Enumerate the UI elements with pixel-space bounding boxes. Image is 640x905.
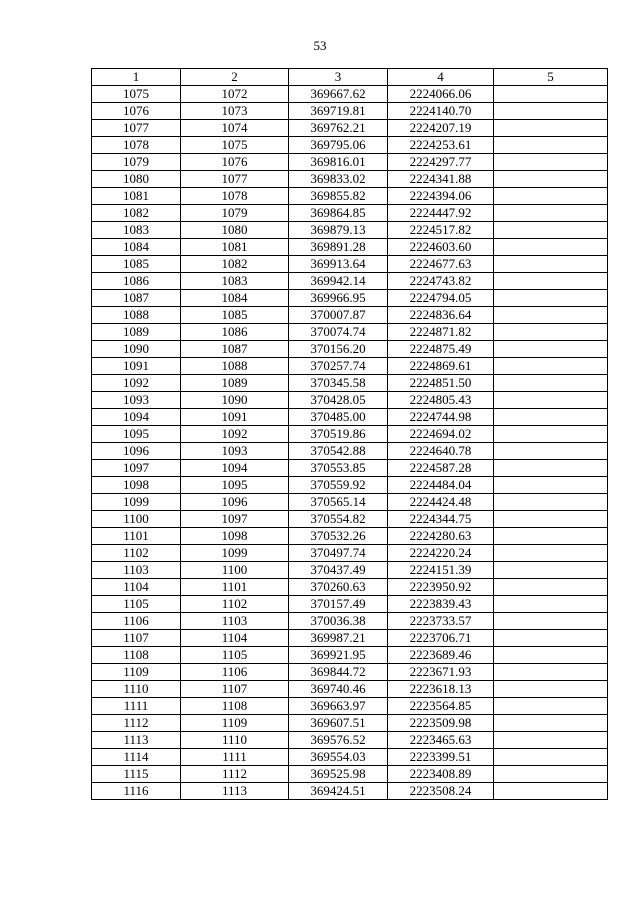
table-row: [92, 732, 608, 749]
table-row: [92, 545, 608, 562]
y-coordinate-cell: 2224603.60: [388, 239, 494, 256]
x-coordinate-cell: 369719.81: [289, 103, 388, 120]
x-coordinate-cell: 369966.95: [289, 290, 388, 307]
y-coordinate-cell: 2223508.24: [388, 783, 494, 800]
index-cell: 1098: [181, 528, 289, 545]
x-coordinate-cell: 369607.51: [289, 715, 388, 732]
x-coordinate-cell: 369424.51: [289, 783, 388, 800]
notes-cell: [494, 528, 608, 545]
table-row: [92, 664, 608, 681]
y-coordinate-cell: 2224253.61: [388, 137, 494, 154]
point-number-cell: 1116: [92, 783, 181, 800]
notes-cell: [494, 375, 608, 392]
index-cell: 1073: [181, 103, 289, 120]
table-row: [92, 596, 608, 613]
point-number-cell: 1102: [92, 545, 181, 562]
table-row: [92, 273, 608, 290]
column-header-4: 4: [388, 69, 494, 86]
index-cell: 1084: [181, 290, 289, 307]
notes-cell: [494, 460, 608, 477]
index-cell: 1103: [181, 613, 289, 630]
index-cell: 1076: [181, 154, 289, 171]
point-number-cell: 1105: [92, 596, 181, 613]
y-coordinate-cell: 2223564.85: [388, 698, 494, 715]
point-number-cell: 1076: [92, 103, 181, 120]
coordinates-table: [91, 68, 608, 800]
y-coordinate-cell: 2224794.05: [388, 290, 494, 307]
point-number-cell: 1088: [92, 307, 181, 324]
y-coordinate-cell: 2224207.19: [388, 120, 494, 137]
x-coordinate-cell: 370007.87: [289, 307, 388, 324]
x-coordinate-cell: 369663.97: [289, 698, 388, 715]
index-cell: 1113: [181, 783, 289, 800]
index-cell: 1107: [181, 681, 289, 698]
index-cell: 1089: [181, 375, 289, 392]
x-coordinate-cell: 370559.92: [289, 477, 388, 494]
y-coordinate-cell: 2224869.61: [388, 358, 494, 375]
x-coordinate-cell: 370345.58: [289, 375, 388, 392]
y-coordinate-cell: 2224517.82: [388, 222, 494, 239]
y-coordinate-cell: 2224280.63: [388, 528, 494, 545]
notes-cell: [494, 290, 608, 307]
point-number-cell: 1107: [92, 630, 181, 647]
notes-cell: [494, 239, 608, 256]
x-coordinate-cell: 370553.85: [289, 460, 388, 477]
index-cell: 1096: [181, 494, 289, 511]
index-cell: 1081: [181, 239, 289, 256]
index-cell: 1110: [181, 732, 289, 749]
x-coordinate-cell: 370157.49: [289, 596, 388, 613]
point-number-cell: 1109: [92, 664, 181, 681]
table-body: [92, 86, 608, 800]
table-row: [92, 188, 608, 205]
y-coordinate-cell: 2224394.06: [388, 188, 494, 205]
index-cell: 1090: [181, 392, 289, 409]
index-cell: 1092: [181, 426, 289, 443]
notes-cell: [494, 664, 608, 681]
notes-cell: [494, 154, 608, 171]
point-number-cell: 1100: [92, 511, 181, 528]
index-cell: 1088: [181, 358, 289, 375]
table-row: [92, 443, 608, 460]
point-number-cell: 1089: [92, 324, 181, 341]
table-row: [92, 290, 608, 307]
x-coordinate-cell: 370437.49: [289, 562, 388, 579]
y-coordinate-cell: 2223706.71: [388, 630, 494, 647]
notes-cell: [494, 188, 608, 205]
y-coordinate-cell: 2224851.50: [388, 375, 494, 392]
x-coordinate-cell: 369864.85: [289, 205, 388, 222]
x-coordinate-cell: 369667.62: [289, 86, 388, 103]
table-header: [92, 69, 608, 86]
table-row: [92, 222, 608, 239]
point-number-cell: 1094: [92, 409, 181, 426]
page-number: 53: [313, 38, 327, 53]
y-coordinate-cell: 2224694.02: [388, 426, 494, 443]
x-coordinate-cell: 370519.86: [289, 426, 388, 443]
y-coordinate-cell: 2224836.64: [388, 307, 494, 324]
point-number-cell: 1095: [92, 426, 181, 443]
notes-cell: [494, 732, 608, 749]
point-number-cell: 1096: [92, 443, 181, 460]
notes-cell: [494, 171, 608, 188]
notes-cell: [494, 596, 608, 613]
notes-cell: [494, 494, 608, 511]
x-coordinate-cell: 370565.14: [289, 494, 388, 511]
x-coordinate-cell: 370036.38: [289, 613, 388, 630]
point-number-cell: 1099: [92, 494, 181, 511]
table-row: [92, 86, 608, 103]
x-coordinate-cell: 369795.06: [289, 137, 388, 154]
index-cell: 1074: [181, 120, 289, 137]
x-coordinate-cell: 369844.72: [289, 664, 388, 681]
y-coordinate-cell: 2224744.98: [388, 409, 494, 426]
table-row: [92, 205, 608, 222]
x-coordinate-cell: 370532.26: [289, 528, 388, 545]
notes-cell: [494, 392, 608, 409]
point-number-cell: 1083: [92, 222, 181, 239]
point-number-cell: 1087: [92, 290, 181, 307]
table-row: [92, 749, 608, 766]
index-cell: 1087: [181, 341, 289, 358]
table-row: [92, 477, 608, 494]
index-cell: 1079: [181, 205, 289, 222]
notes-cell: [494, 715, 608, 732]
index-cell: 1112: [181, 766, 289, 783]
index-cell: 1102: [181, 596, 289, 613]
notes-cell: [494, 613, 608, 630]
x-coordinate-cell: 370542.88: [289, 443, 388, 460]
table-row: [92, 341, 608, 358]
x-coordinate-cell: 370156.20: [289, 341, 388, 358]
point-number-cell: 1114: [92, 749, 181, 766]
point-number-cell: 1108: [92, 647, 181, 664]
point-number-cell: 1079: [92, 154, 181, 171]
point-number-cell: 1113: [92, 732, 181, 749]
notes-cell: [494, 273, 608, 290]
table-row: [92, 681, 608, 698]
point-number-cell: 1085: [92, 256, 181, 273]
point-number-cell: 1098: [92, 477, 181, 494]
x-coordinate-cell: 369762.21: [289, 120, 388, 137]
y-coordinate-cell: 2224875.49: [388, 341, 494, 358]
notes-cell: [494, 120, 608, 137]
table-row: [92, 715, 608, 732]
x-coordinate-cell: 369740.46: [289, 681, 388, 698]
table-row: [92, 137, 608, 154]
table-row: [92, 409, 608, 426]
y-coordinate-cell: 2224341.88: [388, 171, 494, 188]
notes-cell: [494, 358, 608, 375]
x-coordinate-cell: 370260.63: [289, 579, 388, 596]
x-coordinate-cell: 369525.98: [289, 766, 388, 783]
table-row: [92, 698, 608, 715]
table-row: [92, 375, 608, 392]
index-cell: 1085: [181, 307, 289, 324]
notes-cell: [494, 783, 608, 800]
point-number-cell: 1112: [92, 715, 181, 732]
y-coordinate-cell: 2224344.75: [388, 511, 494, 528]
y-coordinate-cell: 2224140.70: [388, 103, 494, 120]
point-number-cell: 1082: [92, 205, 181, 222]
x-coordinate-cell: 369891.28: [289, 239, 388, 256]
notes-cell: [494, 766, 608, 783]
y-coordinate-cell: 2224220.24: [388, 545, 494, 562]
point-number-cell: 1078: [92, 137, 181, 154]
x-coordinate-cell: 369942.14: [289, 273, 388, 290]
index-cell: 1080: [181, 222, 289, 239]
index-cell: 1082: [181, 256, 289, 273]
y-coordinate-cell: 2223733.57: [388, 613, 494, 630]
x-coordinate-cell: 370428.05: [289, 392, 388, 409]
column-header-3: 3: [289, 69, 388, 86]
x-coordinate-cell: 369913.64: [289, 256, 388, 273]
point-number-cell: 1106: [92, 613, 181, 630]
notes-cell: [494, 256, 608, 273]
y-coordinate-cell: 2224805.43: [388, 392, 494, 409]
index-cell: 1072: [181, 86, 289, 103]
index-cell: 1111: [181, 749, 289, 766]
point-number-cell: 1101: [92, 528, 181, 545]
table-row: [92, 579, 608, 596]
index-cell: 1078: [181, 188, 289, 205]
table-row: [92, 307, 608, 324]
index-cell: 1086: [181, 324, 289, 341]
index-cell: 1097: [181, 511, 289, 528]
y-coordinate-cell: 2223465.63: [388, 732, 494, 749]
notes-cell: [494, 647, 608, 664]
y-coordinate-cell: 2224484.04: [388, 477, 494, 494]
x-coordinate-cell: 370074.74: [289, 324, 388, 341]
notes-cell: [494, 324, 608, 341]
y-coordinate-cell: 2223689.46: [388, 647, 494, 664]
notes-cell: [494, 409, 608, 426]
x-coordinate-cell: 369554.03: [289, 749, 388, 766]
point-number-cell: 1091: [92, 358, 181, 375]
notes-cell: [494, 341, 608, 358]
y-coordinate-cell: 2224424.48: [388, 494, 494, 511]
x-coordinate-cell: 369921.95: [289, 647, 388, 664]
index-cell: 1106: [181, 664, 289, 681]
notes-cell: [494, 307, 608, 324]
point-number-cell: 1103: [92, 562, 181, 579]
notes-cell: [494, 698, 608, 715]
index-cell: 1077: [181, 171, 289, 188]
x-coordinate-cell: 370554.82: [289, 511, 388, 528]
point-number-cell: 1086: [92, 273, 181, 290]
notes-cell: [494, 205, 608, 222]
y-coordinate-cell: 2224677.63: [388, 256, 494, 273]
index-cell: 1083: [181, 273, 289, 290]
table-row: [92, 630, 608, 647]
table-row: [92, 256, 608, 273]
y-coordinate-cell: 2224066.06: [388, 86, 494, 103]
point-number-cell: 1090: [92, 341, 181, 358]
column-header-5: 5: [494, 69, 608, 86]
point-number-cell: 1111: [92, 698, 181, 715]
table-row: [92, 647, 608, 664]
y-coordinate-cell: 2223399.51: [388, 749, 494, 766]
table-row: [92, 120, 608, 137]
notes-cell: [494, 86, 608, 103]
notes-cell: [494, 749, 608, 766]
notes-cell: [494, 137, 608, 154]
table-row: [92, 766, 608, 783]
y-coordinate-cell: 2223618.13: [388, 681, 494, 698]
notes-cell: [494, 630, 608, 647]
y-coordinate-cell: 2224151.39: [388, 562, 494, 579]
x-coordinate-cell: 369816.01: [289, 154, 388, 171]
y-coordinate-cell: 2224447.92: [388, 205, 494, 222]
table-row: [92, 358, 608, 375]
point-number-cell: 1081: [92, 188, 181, 205]
column-header-1: 1: [92, 69, 181, 86]
index-cell: 1094: [181, 460, 289, 477]
point-number-cell: 1092: [92, 375, 181, 392]
table-row: [92, 103, 608, 120]
index-cell: 1099: [181, 545, 289, 562]
index-cell: 1108: [181, 698, 289, 715]
table-row: [92, 324, 608, 341]
index-cell: 1101: [181, 579, 289, 596]
x-coordinate-cell: 370485.00: [289, 409, 388, 426]
x-coordinate-cell: 369833.02: [289, 171, 388, 188]
table-row: [92, 171, 608, 188]
table-row: [92, 460, 608, 477]
point-number-cell: 1097: [92, 460, 181, 477]
x-coordinate-cell: 369576.52: [289, 732, 388, 749]
index-cell: 1100: [181, 562, 289, 579]
notes-cell: [494, 562, 608, 579]
y-coordinate-cell: 2223950.92: [388, 579, 494, 596]
y-coordinate-cell: 2224587.28: [388, 460, 494, 477]
table-row: [92, 239, 608, 256]
x-coordinate-cell: 369855.82: [289, 188, 388, 205]
y-coordinate-cell: 2224743.82: [388, 273, 494, 290]
index-cell: 1109: [181, 715, 289, 732]
y-coordinate-cell: 2223839.43: [388, 596, 494, 613]
table-row: [92, 562, 608, 579]
notes-cell: [494, 545, 608, 562]
table-row: [92, 154, 608, 171]
point-number-cell: 1084: [92, 239, 181, 256]
table-row: [92, 494, 608, 511]
notes-cell: [494, 222, 608, 239]
notes-cell: [494, 511, 608, 528]
index-cell: 1093: [181, 443, 289, 460]
column-header-2: 2: [181, 69, 289, 86]
notes-cell: [494, 426, 608, 443]
y-coordinate-cell: 2223408.89: [388, 766, 494, 783]
index-cell: 1105: [181, 647, 289, 664]
y-coordinate-cell: 2223509.98: [388, 715, 494, 732]
notes-cell: [494, 443, 608, 460]
point-number-cell: 1093: [92, 392, 181, 409]
notes-cell: [494, 579, 608, 596]
x-coordinate-cell: 370257.74: [289, 358, 388, 375]
x-coordinate-cell: 370497.74: [289, 545, 388, 562]
table-row: [92, 511, 608, 528]
y-coordinate-cell: 2224297.77: [388, 154, 494, 171]
table-row: [92, 392, 608, 409]
y-coordinate-cell: 2223671.93: [388, 664, 494, 681]
x-coordinate-cell: 369987.21: [289, 630, 388, 647]
x-coordinate-cell: 369879.13: [289, 222, 388, 239]
point-number-cell: 1077: [92, 120, 181, 137]
y-coordinate-cell: 2224871.82: [388, 324, 494, 341]
index-cell: 1104: [181, 630, 289, 647]
notes-cell: [494, 681, 608, 698]
index-cell: 1075: [181, 137, 289, 154]
table-row: [92, 783, 608, 800]
point-number-cell: 1075: [92, 86, 181, 103]
point-number-cell: 1104: [92, 579, 181, 596]
header-row: [92, 69, 608, 86]
point-number-cell: 1080: [92, 171, 181, 188]
table-row: [92, 426, 608, 443]
index-cell: 1091: [181, 409, 289, 426]
table-row: [92, 613, 608, 630]
point-number-cell: 1110: [92, 681, 181, 698]
point-number-cell: 1115: [92, 766, 181, 783]
notes-cell: [494, 103, 608, 120]
index-cell: 1095: [181, 477, 289, 494]
table-row: [92, 528, 608, 545]
notes-cell: [494, 477, 608, 494]
y-coordinate-cell: 2224640.78: [388, 443, 494, 460]
